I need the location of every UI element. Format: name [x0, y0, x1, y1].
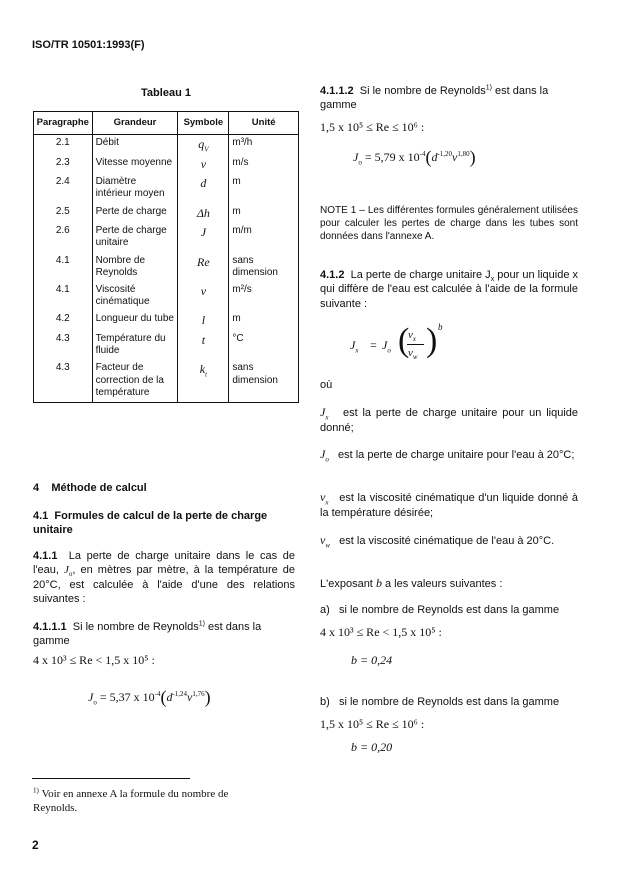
paragraph-number: 4.1.2: [320, 269, 345, 281]
cell-symbole: v: [178, 282, 229, 311]
b-value-2: b = 0,20: [351, 740, 393, 754]
where-label: où: [320, 379, 333, 391]
cell-unite: m: [229, 311, 299, 331]
paragraph-number: 4.1.1.1: [33, 621, 67, 633]
document-header: ISO/TR 10501:1993(F): [32, 39, 145, 51]
cell-symbole: Δh: [178, 204, 229, 224]
column-header: Grandeur: [92, 112, 178, 135]
paragraph-text: La perte de charge unitaire dans le cas de l'eau,: [33, 550, 295, 577]
cell-grandeur: Température du fluide: [92, 331, 178, 360]
eq-exponent: -4: [419, 150, 426, 158]
cell-grandeur: Perte de charge: [92, 204, 178, 224]
section-number: 4.1: [33, 510, 49, 522]
definition-vw: $v_w$ est la viscosité cinématique de l'eau à 20°C.: [320, 533, 555, 550]
paragraph-4-1-1-2: [320, 84, 582, 113]
footnote-ref: 1): [198, 620, 205, 628]
cell-unite: m: [229, 204, 299, 224]
range-condition-2: 1,5 x 10⁵ ≤ Re ≤ 10⁶ :: [320, 120, 425, 134]
definition-jo: $J_o$ est la perte de charge unitaire pour l'eau à 20°C;: [320, 447, 575, 464]
footnote-mark: 1): [33, 786, 39, 795]
table-row: [34, 253, 299, 282]
cell-grandeur: Perte de charge unitaire: [92, 223, 178, 252]
paragraph-text: La perte de charge unitaire J: [350, 269, 491, 281]
paragraph-text: Si le nombre de Reynolds: [359, 85, 486, 97]
range-condition-1: 4 x 10³ ≤ Re < 1,5 x 10⁵ :: [33, 653, 155, 667]
cell-paragraphe: 2.3: [34, 155, 93, 175]
cell-unite: sans dimension: [229, 360, 299, 402]
symbol-j: J: [64, 564, 69, 577]
cell-grandeur: Longueur du tube: [92, 311, 178, 331]
text: a les valeurs suivantes :: [385, 578, 503, 590]
paragraph-4-1-1: [33, 549, 295, 606]
cell-paragraphe: 4.2: [34, 311, 93, 331]
case-text: si le nombre de Reynolds est dans la gamme: [338, 604, 560, 616]
eq-rhs: = 5,37 x 10: [99, 690, 155, 704]
paragraph-text: pour un liquide x qui diffère de l'eau est calculée à l'aide de la formule suivante :: [320, 269, 578, 310]
exponent-intro: [320, 576, 578, 592]
cell-grandeur: Nombre de Reynolds: [92, 253, 178, 282]
cell-paragraphe: 4.3: [34, 331, 93, 360]
cell-symbole: $q_V$: [178, 135, 229, 155]
table-row: [34, 311, 299, 331]
table-row: [34, 360, 299, 402]
cell-grandeur: Diamètre intérieur moyen: [92, 174, 178, 203]
table-row: [34, 204, 299, 224]
eq-exponent-b: b: [438, 322, 443, 332]
cell-paragraphe: 4.3: [34, 360, 93, 402]
case-label: b): [320, 696, 330, 708]
cell-unite: sans dimension: [229, 253, 299, 282]
cell-unite: m³/h: [229, 135, 299, 155]
case-label: a): [320, 604, 330, 616]
table-row: [34, 135, 299, 155]
cell-paragraphe: 2.1: [34, 135, 93, 155]
cell-paragraphe: 2.6: [34, 223, 93, 252]
section-number: 4: [33, 482, 40, 494]
definition-text: est la viscosité cinématique d'un liquide donné à la température désirée;: [320, 492, 578, 519]
range-condition-3: 4 x 10³ ≤ Re < 1,5 x 10⁵ :: [320, 625, 442, 639]
table-row: [34, 174, 299, 203]
case-text: si le nombre de Reynolds est dans la gamme: [338, 696, 560, 708]
section-4-1-heading: [33, 509, 301, 538]
cell-symbole: d: [178, 174, 229, 203]
cell-paragraphe: 4.1: [34, 253, 93, 282]
cell-unite: °C: [229, 331, 299, 360]
definition-vx: $v_x$ est la viscosité cinématique d'un liquide donné à la température désirée;: [320, 490, 578, 519]
table-title: Tableau 1: [141, 87, 191, 99]
cell-unite: m/m: [229, 223, 299, 252]
cell-paragraphe: 4.1: [34, 282, 93, 311]
symbol-b: b: [375, 576, 382, 590]
paragraph-4-1-1-1: [33, 620, 295, 649]
cell-grandeur: Facteur de correction de la température: [92, 360, 178, 402]
cell-grandeur: Vitesse moyenne: [92, 155, 178, 175]
eq-d-exponent: -1,24: [172, 690, 188, 698]
cell-paragraphe: 2.5: [34, 204, 93, 224]
text: L'exposant: [320, 578, 373, 590]
paragraph-text: Si le nombre de Reynolds: [72, 621, 199, 633]
definition-text: est la perte de charge unitaire pour un liquide donné;: [320, 407, 578, 434]
column-header: Symbole: [178, 112, 229, 135]
footnote-text: Voir en annexe A la formule du nombre de Reynolds.: [33, 788, 229, 815]
section-title: Méthode de calcul: [51, 482, 147, 494]
column-header: Unité: [229, 112, 299, 135]
footnote-ref: 1): [485, 84, 492, 92]
paragraph-text: , en mètres par mètre, à la température de 20°C, est calculée à l'aide d'une des relations suivantes :: [33, 564, 296, 605]
cell-symbole: l: [178, 311, 229, 331]
equation-2: $J_o = 5,79$ x $10^{-4}(d^{-1,20}v^{1,80})$: [353, 147, 476, 167]
case-a: [320, 603, 582, 617]
table-header-row: [34, 112, 299, 135]
table-row: [34, 282, 299, 311]
b-value-1: b = 0,24: [351, 653, 393, 667]
subscript: x: [490, 276, 495, 284]
paragraph-number: 4.1.1.2: [320, 85, 354, 97]
eq-rhs: = 5,79 x 10: [364, 150, 420, 164]
column-header: Paragraphe: [34, 112, 93, 135]
subscript: o: [68, 570, 73, 579]
table-row: [34, 331, 299, 360]
eq-lhs: J: [88, 690, 94, 704]
definition-text: est la perte de charge unitaire pour l'eau à 20°C;: [338, 449, 575, 461]
equation-3: $J_x$ = $J_o$ ( $v_x$ $v_w$ ) b: [350, 322, 443, 362]
eq-v-exponent: 1,80: [457, 150, 470, 158]
note-1: NOTE 1 – Les différentes formules généralement utilisées pour calculer les pertes de charge dans les tubes sont données dans l'annexe A.: [320, 205, 578, 242]
eq-exponent: -4: [154, 690, 161, 698]
cell-unite: m/s: [229, 155, 299, 175]
paragraph-text: est dans la gamme: [33, 621, 262, 648]
range-condition-4: 1,5 x 10⁵ ≤ Re ≤ 10⁶ :: [320, 717, 425, 731]
footnote: [33, 787, 273, 816]
definition-jx: $J_x$ est la perte de charge unitaire pour un liquide donné;: [320, 405, 578, 434]
paragraph-number: 4.1.1: [33, 550, 58, 562]
page-number: 2: [32, 838, 39, 852]
cell-unite: m²/s: [229, 282, 299, 311]
section-4-heading: [33, 481, 301, 495]
cell-symbole: v: [178, 155, 229, 175]
cell-grandeur: Débit: [92, 135, 178, 155]
table-row: [34, 155, 299, 175]
section-title: Formules de calcul de la perte de charge unitaire: [33, 510, 268, 537]
paragraph-text: est dans la gamme: [320, 85, 549, 112]
cell-symbole: t: [178, 331, 229, 360]
data-table: [33, 111, 299, 403]
footnote-divider: [32, 778, 190, 779]
table-row: [34, 223, 299, 252]
paragraph-4-1-2: [320, 268, 578, 311]
eq-v-exponent: 1,76: [192, 690, 205, 698]
equation-1: $J_o = 5,37$ x $10^{-4}(d^{-1,24}v^{1,76})$: [88, 687, 211, 707]
cell-symbole: Re: [178, 253, 229, 282]
cell-unite: m: [229, 174, 299, 203]
cell-paragraphe: 2.4: [34, 174, 93, 203]
eq-d-exponent: -1,20: [437, 150, 453, 158]
cell-grandeur: Viscosité cinématique: [92, 282, 178, 311]
case-b: [320, 695, 582, 709]
cell-symbole: $k_t$: [178, 360, 229, 402]
cell-symbole: J: [178, 223, 229, 252]
definition-text: est la viscosité cinématique de l'eau à 20°C.: [339, 535, 555, 547]
